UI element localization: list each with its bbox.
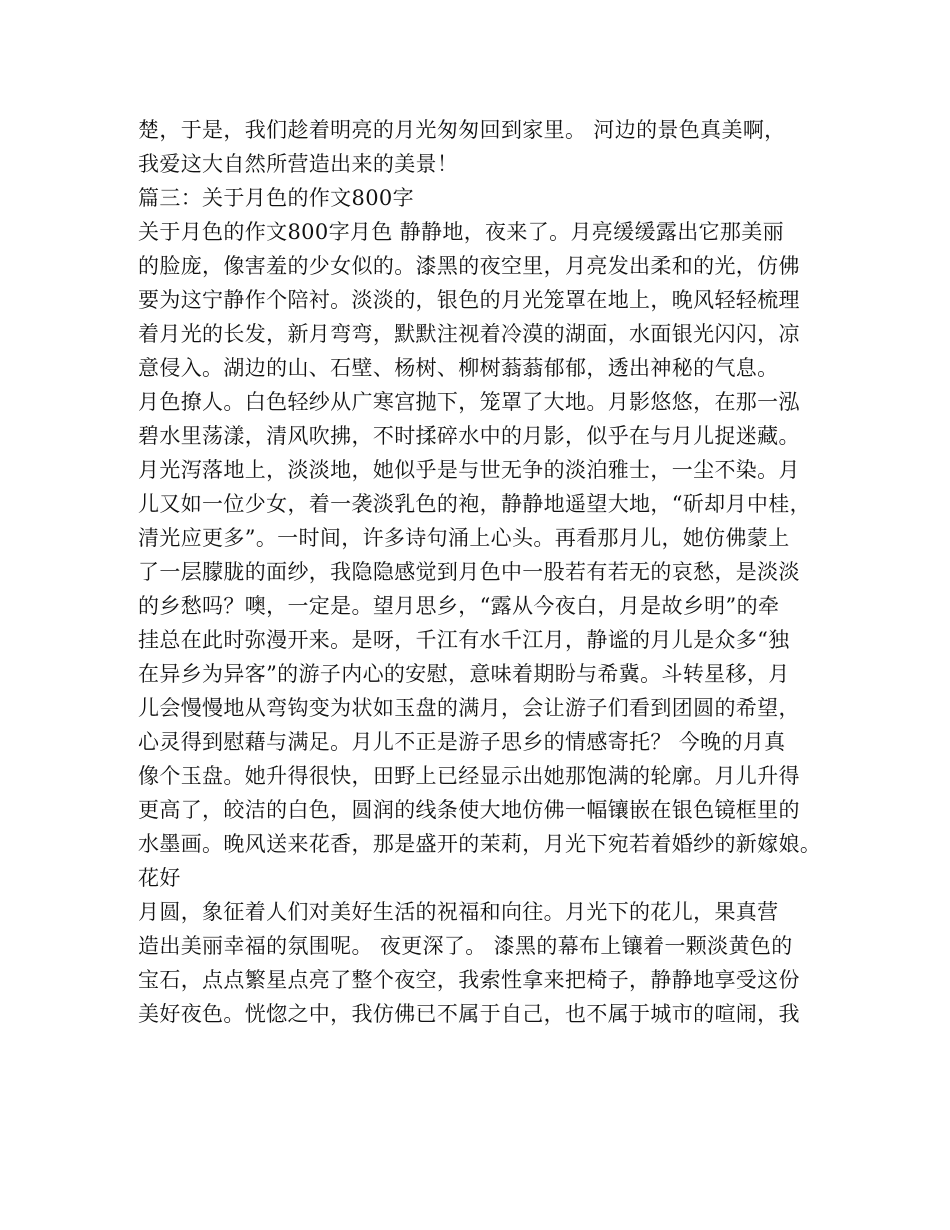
text-line: 意侵入。湖边的山、石壁、杨树、柳树蓊蓊郁郁，透出神秘的气息。: [138, 356, 779, 380]
text-line: 美好夜色。恍惚之中，我仿佛已不属于自己，也不属于城市的喧闹，我: [138, 1002, 800, 1026]
text-line: 在异乡为异客”的游子内心的安慰，意味着期盼与希冀。斗转星移，月: [138, 662, 790, 686]
text-line: 心灵得到慰藉与满足。月儿不正是游子思乡的情感寄托？ 今晚的月真: [138, 730, 786, 754]
essay-text: [138, 113, 838, 1031]
text-line: 儿又如一位少女，着一袭淡乳色的袍，静静地遥望大地，“斫却月中桂，: [138, 492, 811, 516]
text-line: 着月光的长发，新月弯弯，默默注视着冷漠的湖面，水面银光闪闪，凉: [138, 322, 800, 346]
text-line: 水墨画。晚风送来花香，那是盛开的茉莉，月光下宛若着婚纱的新嫁娘。: [138, 832, 822, 856]
text-line: 清光应更多”。一时间，许多诗句涌上心头。再看那月儿，她仿佛蒙上: [138, 526, 790, 550]
text-line: 关于月色的作文800字月色 静静地，夜来了。月亮缓缓露出它那美丽: [138, 220, 784, 244]
text-line: 楚，于是，我们趁着明亮的月光匆匆回到家里。 河边的景色真美啊，: [138, 118, 786, 142]
text-line: 月色撩人。白色轻纱从广寒宫抛下，笼罩了大地。月影悠悠，在那一泓: [138, 390, 800, 414]
text-line: 花好: [138, 866, 181, 890]
text-line: 宝石，点点繁星点亮了整个夜空，我索性拿来把椅子，静静地享受这份: [138, 968, 800, 992]
text-line: 儿会慢慢地从弯钩变为状如玉盘的满月，会让游子们看到团圆的希望，: [138, 696, 800, 720]
section-heading: 篇三：关于月色的作文800字: [138, 186, 414, 210]
text-line: 的脸庞，像害羞的少女似的。漆黑的夜空里，月亮发出柔和的光，仿佛: [138, 254, 800, 278]
text-line: 碧水里荡漾，清风吹拂，不时揉碎水中的月影，似乎在与月儿捉迷藏。: [138, 424, 800, 448]
text-line: 了一层朦胧的面纱，我隐隐感觉到月色中一股若有若无的哀愁，是淡淡: [138, 560, 800, 584]
text-line: 月光泻落地上，淡淡地，她似乎是与世无争的淡泊雅士，一尘不染。月: [138, 458, 800, 482]
text-line: 的乡愁吗？噢，一定是。望月思乡，“露从今夜白，月是故乡明”的牵: [138, 594, 780, 618]
text-line: 造出美丽幸福的氛围呢。 夜更深了。 漆黑的幕布上镶着一颗淡黄色的: [138, 934, 793, 958]
text-line: 要为这宁静作个陪衬。淡淡的，银色的月光笼罩在地上，晚风轻轻梳理: [138, 288, 800, 312]
text-line: 月圆，象征着人们对美好生活的祝福和向往。月光下的花儿，果真营: [138, 900, 779, 924]
text-line: 更高了，皎洁的白色，圆润的线条使大地仿佛一幅镶嵌在银色镜框里的: [138, 798, 800, 822]
text-line: 挂总在此时弥漫开来。是呀，千江有水千江月，静谧的月儿是众多“独: [138, 628, 790, 652]
text-line: 我爱这大自然所营造出来的美景！: [138, 152, 459, 176]
text-line: 像个玉盘。她升得很快，田野上已经显示出她那饱满的轮廓。月儿升得: [138, 764, 800, 788]
